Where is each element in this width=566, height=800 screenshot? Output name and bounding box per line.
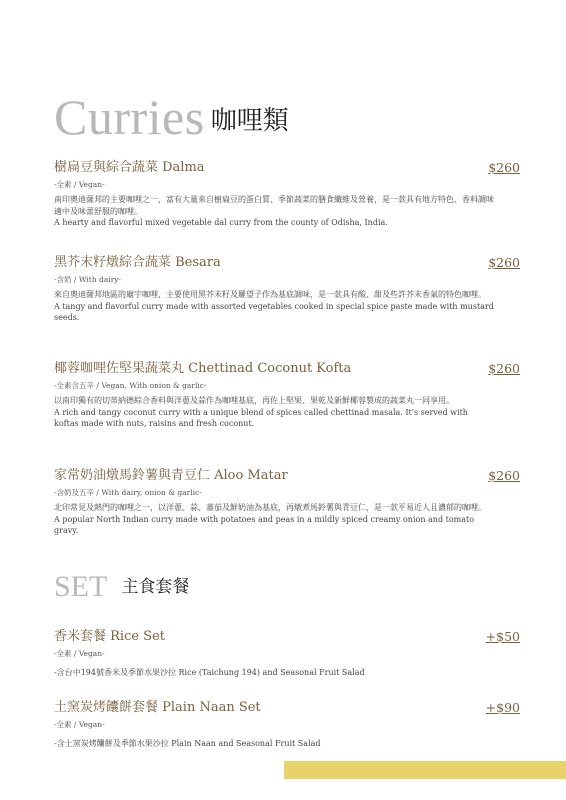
item-name: 家常奶油燉馬鈴薯與青豆仁 Aloo Matar <box>54 468 288 483</box>
menu-item-besara <box>54 255 524 324</box>
item-description-en: A rich and tangy coconut curry with a unique blend of spices called chettinad masala. It's served with koftas made with nuts, raisins and fresh coconut. <box>54 407 468 428</box>
menu-item-naan-set <box>54 700 524 750</box>
item-description-zh: 南印奧迪薩邦的主要咖哩之一，富有大量來自樹扁豆的蛋白質、季節蔬菜的膳食纖維及營養，是一款具有地方特色、香料調味適中及味蕾舒服的咖哩。 <box>54 195 494 216</box>
curries-section-title <box>54 88 289 146</box>
menu-item-dalma <box>54 160 524 229</box>
item-description: -含台中194號香米及季節水果沙拉 Rice (Taichung 194) and Seasonal Fruit Salad <box>54 668 365 677</box>
item-description-zh: 北印常見及熱門的咖哩之一，以洋蔥、蒜、蕃茄及鮮奶油為基底，再燉煮馬鈴薯與青豆仁，是一款平易近人且濃郁的咖哩。 <box>54 503 486 512</box>
item-description-en: A popular North Indian curry made with potatoes and peas in a mildly spiced creamy onion and tomato gravy. <box>54 514 475 535</box>
item-price: $260 <box>488 468 520 483</box>
item-price: +$50 <box>485 629 520 644</box>
item-price: $260 <box>488 361 520 376</box>
item-diet-tag: -全素 / Vegan- <box>54 720 105 729</box>
set-title-zh: 主食套餐 <box>121 577 190 597</box>
item-name: 土窯炭烤饢餅套餐 Plain Naan Set <box>54 700 261 715</box>
item-name: 黑芥末籽燉綜合蔬菜 Besara <box>54 255 221 270</box>
menu-item-rice-set <box>54 629 524 679</box>
item-price: $260 <box>488 160 520 175</box>
item-name: 椰蓉咖哩佐堅果蔬菜丸 Chettinad Coconut Kofta <box>54 361 352 376</box>
item-description-en: A hearty and flavorful mixed vegetable dal curry from the county of Odisha, India. <box>54 218 388 227</box>
menu-item-coconut-kofta <box>54 361 524 430</box>
item-description: -含土窯炭烤饢餅及季節水果沙拉 Plain Naan and Seasonal Fruit Salad <box>54 739 321 748</box>
item-description-zh: 來自奧迪薩邦地區的廟宇咖哩，主要使用黑芥末籽及羅望子作為基底調味，是一款具有酸、甜及些許芥末香氣的特色咖哩。 <box>54 290 486 299</box>
menu-item-aloo-matar <box>54 468 524 537</box>
item-diet-tag: -含奶 / With dairy- <box>54 275 122 284</box>
set-title-en: SET <box>54 570 108 603</box>
item-description-en: A tangy and flavorful curry made with assorted vegetables cooked in special spice paste made with mustard seeds. <box>54 301 494 322</box>
item-price: +$90 <box>485 700 520 715</box>
set-section-title <box>54 570 189 604</box>
item-name: 香米套餐 Rice Set <box>54 629 166 644</box>
decorative-accent-bar <box>284 761 566 779</box>
item-price: $260 <box>488 255 520 270</box>
curries-title-zh: 咖哩類 <box>210 106 289 136</box>
curries-title-en: Curries <box>54 89 205 145</box>
item-name: 樹扁豆與綜合蔬菜 Dalma <box>54 160 205 175</box>
item-diet-tag: -全素 / Vegan- <box>54 649 105 658</box>
item-diet-tag: -全素含五辛 / Vegan, With onion & garlic- <box>54 381 207 390</box>
item-description-zh: 以南印獨有的切蒂納德綜合香料與洋蔥及蒜作為咖哩基底，再佐上堅果、果乾及新鮮椰蓉製成的蔬菜丸一同享用。 <box>54 396 454 405</box>
item-diet-tag: -含奶及五辛 / With dairy, onion & garlic- <box>54 488 202 497</box>
item-diet-tag: -全素 / Vegan- <box>54 180 105 189</box>
